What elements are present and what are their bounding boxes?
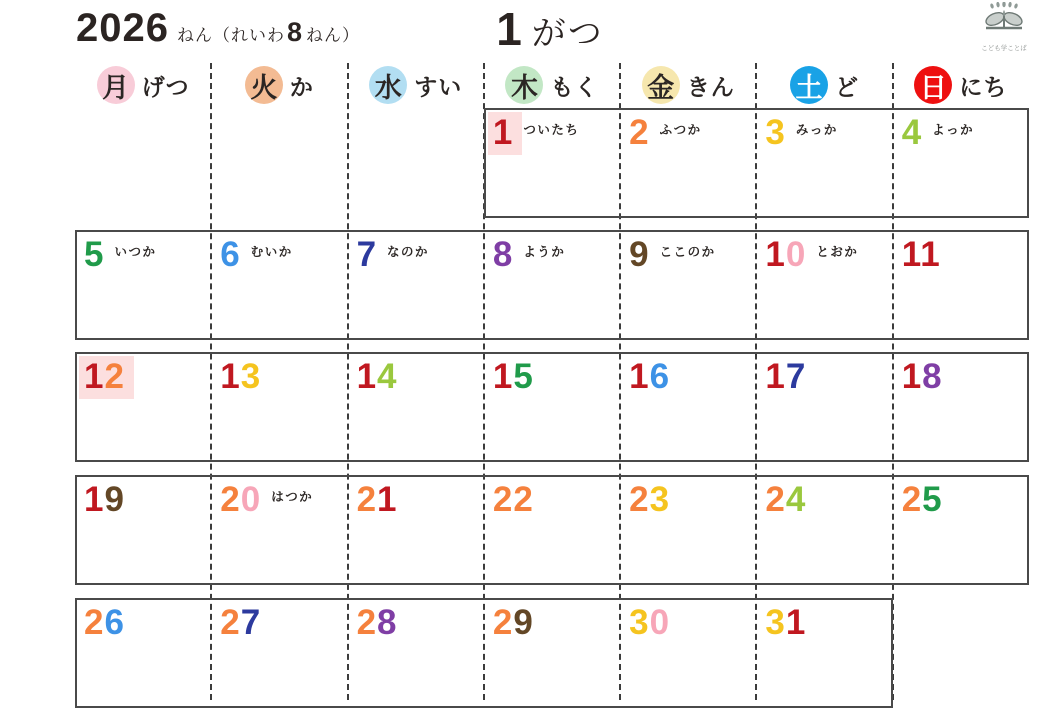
day-digit: 6 bbox=[649, 357, 671, 396]
day-digit: 9 bbox=[104, 480, 125, 519]
day-digit: 2 bbox=[356, 480, 378, 519]
day-reading: むいか bbox=[250, 245, 293, 259]
day-cell-2 bbox=[624, 112, 701, 155]
day-number bbox=[215, 234, 249, 277]
day-digit: 0 bbox=[785, 235, 807, 274]
day-cell-28 bbox=[352, 602, 407, 645]
day-cell-16 bbox=[624, 356, 679, 399]
day-number bbox=[488, 112, 522, 155]
calendar-grid bbox=[75, 63, 1029, 711]
day-number bbox=[79, 479, 134, 522]
day-number bbox=[624, 112, 658, 155]
day-number bbox=[624, 234, 658, 277]
day-digit: 5 bbox=[922, 480, 943, 519]
day-number bbox=[624, 602, 679, 645]
day-digit: 2 bbox=[765, 480, 786, 519]
day-digit: 1 bbox=[84, 357, 105, 396]
day-digit: 1 bbox=[492, 357, 514, 396]
day-digit: 9 bbox=[513, 603, 534, 642]
site-logo bbox=[976, 2, 1032, 52]
day-reading: なのか bbox=[387, 245, 430, 259]
day-cell-21 bbox=[352, 479, 407, 522]
day-digit: 0 bbox=[240, 480, 262, 519]
day-digit: 5 bbox=[84, 235, 105, 274]
day-reading: はつか bbox=[271, 490, 314, 504]
day-number bbox=[760, 602, 815, 645]
era-year-number: 8 bbox=[286, 17, 303, 47]
day-number bbox=[352, 234, 386, 277]
day-cell-25 bbox=[897, 479, 952, 522]
era-suffix: ねん） bbox=[306, 26, 361, 45]
day-cell-19 bbox=[79, 479, 134, 522]
day-reading: いつか bbox=[114, 245, 157, 259]
day-number bbox=[79, 602, 134, 645]
day-cell-24 bbox=[760, 479, 815, 522]
day-number bbox=[760, 234, 815, 277]
weekday-circle: 水 bbox=[369, 66, 407, 104]
month-suffix: がつ bbox=[531, 15, 604, 53]
day-number bbox=[352, 602, 407, 645]
day-digit: 1 bbox=[901, 357, 923, 396]
day-reading: ついたち bbox=[523, 123, 580, 137]
weekday-header-row bbox=[75, 63, 1029, 107]
day-digit: 1 bbox=[765, 235, 786, 274]
day-digit: 1 bbox=[629, 357, 650, 396]
day-digit: 1 bbox=[920, 235, 941, 274]
day-number bbox=[897, 112, 931, 155]
day-cell-31 bbox=[760, 602, 815, 645]
day-digit: 1 bbox=[377, 480, 398, 519]
day-reading: ふつか bbox=[659, 123, 702, 137]
day-number bbox=[624, 356, 679, 399]
day-digit: 2 bbox=[629, 480, 650, 519]
day-digit: 1 bbox=[492, 113, 514, 152]
day-number bbox=[488, 356, 543, 399]
day-cell-7 bbox=[352, 234, 429, 277]
day-digit: 2 bbox=[492, 480, 514, 519]
day-number bbox=[79, 234, 113, 277]
day-digit: 4 bbox=[377, 357, 398, 396]
day-cell-30 bbox=[624, 602, 679, 645]
weekday-cell-6 bbox=[756, 63, 892, 107]
day-digit: 7 bbox=[356, 235, 378, 274]
day-number bbox=[488, 234, 522, 277]
day-digit: 2 bbox=[104, 357, 125, 396]
day-number bbox=[79, 356, 134, 399]
day-digit: 1 bbox=[84, 480, 105, 519]
day-digit: 1 bbox=[901, 235, 921, 274]
day-cell-1 bbox=[488, 112, 579, 155]
day-cell-5 bbox=[79, 234, 156, 277]
day-digit: 2 bbox=[629, 113, 650, 152]
day-cell-6 bbox=[215, 234, 292, 277]
year-title bbox=[76, 6, 360, 51]
day-digit: 2 bbox=[84, 603, 105, 642]
weekday-circle: 月 bbox=[97, 66, 135, 104]
day-cell-11 bbox=[897, 234, 950, 277]
weekday-cell-4 bbox=[484, 63, 620, 107]
day-digit: 1 bbox=[220, 357, 241, 396]
year-number: 2026 bbox=[76, 6, 169, 50]
day-cell-27 bbox=[215, 602, 270, 645]
day-cell-15 bbox=[488, 356, 543, 399]
day-digit: 5 bbox=[513, 357, 534, 396]
day-digit: 3 bbox=[240, 357, 262, 396]
weekday-circle: 土 bbox=[790, 66, 828, 104]
day-number bbox=[352, 479, 407, 522]
day-digit: 2 bbox=[492, 603, 514, 642]
weekday-cell-3 bbox=[348, 63, 484, 107]
day-digit: 2 bbox=[901, 480, 923, 519]
weekday-circle: 火 bbox=[245, 66, 283, 104]
day-digit: 8 bbox=[922, 357, 943, 396]
weekday-circle: 木 bbox=[505, 66, 543, 104]
day-number bbox=[624, 479, 679, 522]
weekday-kana: きん bbox=[686, 73, 735, 100]
day-cell-22 bbox=[488, 479, 543, 522]
day-number bbox=[760, 479, 815, 522]
logo-text: こども学ことば bbox=[981, 45, 1027, 52]
sprout-logo-icon bbox=[980, 2, 1028, 40]
day-reading: よっか bbox=[932, 123, 975, 137]
day-digit: 7 bbox=[785, 357, 807, 396]
day-digit: 6 bbox=[220, 235, 241, 274]
day-digit: 4 bbox=[785, 480, 807, 519]
day-reading: とおか bbox=[816, 245, 859, 259]
day-number bbox=[897, 356, 952, 399]
weekday-cell-1 bbox=[75, 63, 211, 107]
day-cell-14 bbox=[352, 356, 407, 399]
day-digit: 2 bbox=[220, 603, 241, 642]
weekday-circle: 日 bbox=[914, 66, 952, 104]
day-digit: 3 bbox=[765, 113, 786, 152]
day-number bbox=[215, 479, 270, 522]
day-cell-12 bbox=[79, 356, 134, 399]
day-digit: 2 bbox=[220, 480, 241, 519]
day-digit: 3 bbox=[649, 480, 671, 519]
weekday-kana: もく bbox=[550, 73, 599, 100]
day-digit: 9 bbox=[629, 235, 650, 274]
day-digit: 0 bbox=[649, 603, 671, 642]
day-number bbox=[760, 356, 815, 399]
day-number bbox=[352, 356, 407, 399]
day-number bbox=[215, 356, 270, 399]
day-reading: みっか bbox=[795, 123, 838, 137]
day-cell-9 bbox=[624, 234, 715, 277]
day-cell-10 bbox=[760, 234, 858, 277]
day-digit: 6 bbox=[104, 603, 125, 642]
day-reading: ここのか bbox=[659, 245, 716, 259]
weekday-cell-5 bbox=[620, 63, 756, 107]
day-cell-4 bbox=[897, 112, 974, 155]
day-cell-8 bbox=[488, 234, 565, 277]
day-digit: 1 bbox=[356, 357, 378, 396]
weekday-kana: か bbox=[289, 73, 314, 100]
day-number bbox=[488, 602, 543, 645]
day-number bbox=[897, 234, 950, 277]
day-digit: 3 bbox=[629, 603, 650, 642]
day-cell-3 bbox=[760, 112, 837, 155]
weekday-cell-7 bbox=[893, 63, 1029, 107]
day-number bbox=[488, 479, 543, 522]
day-number bbox=[897, 479, 952, 522]
day-cell-13 bbox=[215, 356, 270, 399]
weekday-cell-2 bbox=[211, 63, 347, 107]
weekday-circle: 金 bbox=[642, 66, 680, 104]
month-number: 1 bbox=[496, 3, 522, 55]
day-reading: ようか bbox=[523, 245, 566, 259]
day-cell-18 bbox=[897, 356, 952, 399]
day-number bbox=[215, 602, 270, 645]
day-digit: 1 bbox=[765, 357, 786, 396]
day-cell-23 bbox=[624, 479, 679, 522]
year-suffix: ねん（れいわ bbox=[176, 26, 285, 45]
day-digit: 3 bbox=[765, 603, 786, 642]
weekday-kana: ど bbox=[835, 73, 860, 100]
day-digit: 8 bbox=[492, 235, 514, 274]
day-digit: 4 bbox=[901, 113, 923, 152]
month-title bbox=[430, 2, 670, 56]
day-number bbox=[760, 112, 794, 155]
day-digit: 8 bbox=[377, 603, 398, 642]
day-digit: 7 bbox=[240, 603, 262, 642]
day-digit: 2 bbox=[356, 603, 378, 642]
weekday-kana: すい bbox=[414, 73, 463, 100]
weekday-kana: にち bbox=[959, 73, 1008, 100]
day-cell-26 bbox=[79, 602, 134, 645]
day-cell-17 bbox=[760, 356, 815, 399]
day-cell-29 bbox=[488, 602, 543, 645]
day-cell-20 bbox=[215, 479, 313, 522]
weekday-kana: げつ bbox=[141, 73, 190, 100]
day-digit: 2 bbox=[513, 480, 534, 519]
day-digit: 1 bbox=[785, 603, 807, 642]
